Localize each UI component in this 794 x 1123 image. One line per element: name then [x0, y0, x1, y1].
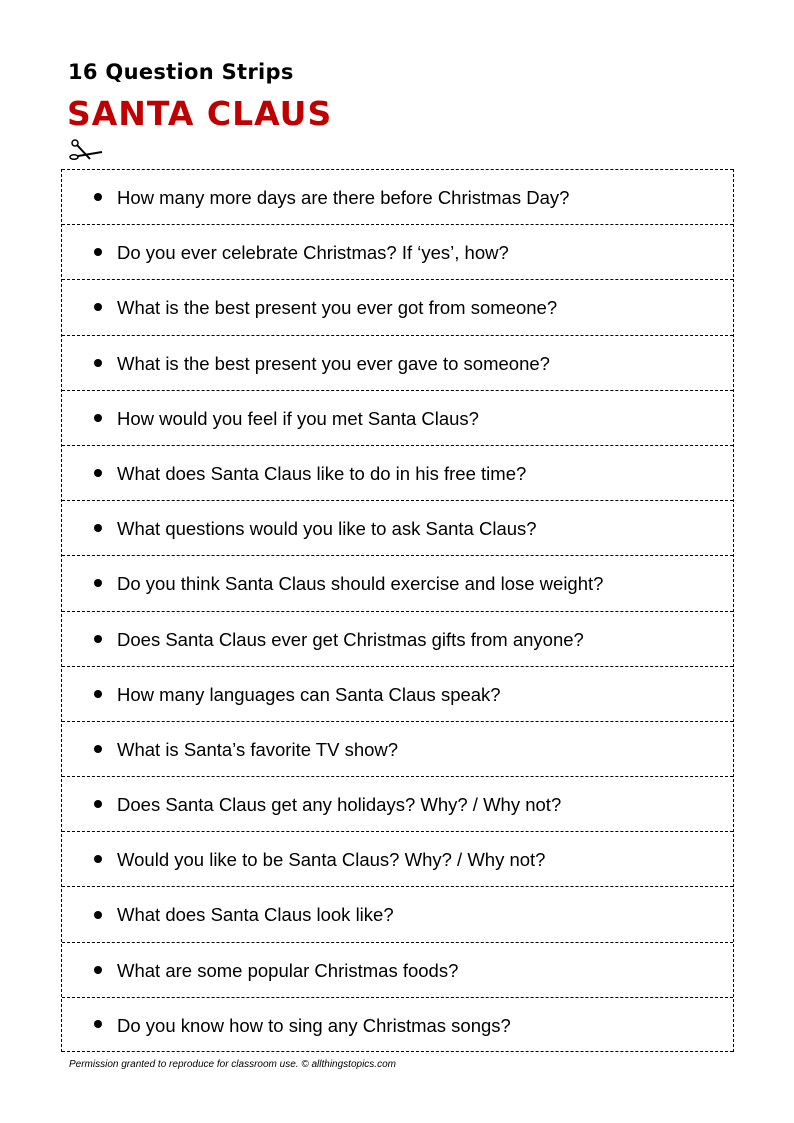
question-text: What does Santa Claus like to do in his free time?: [117, 462, 527, 484]
bullet-icon: [94, 966, 102, 974]
question-text: What is the best present you ever got from someone?: [117, 297, 558, 319]
bullet-icon: [94, 579, 102, 587]
bullet-icon: [94, 414, 102, 422]
question-text: Do you ever celebrate Christmas? If ‘yes’, how?: [117, 242, 509, 264]
question-text: What are some popular Christmas foods?: [117, 959, 459, 981]
question-text: Do you know how to sing any Christmas songs?: [117, 1014, 511, 1036]
bullet-icon: [94, 524, 102, 532]
question-strip: [62, 776, 733, 831]
bullet-icon: [94, 469, 102, 477]
question-strip: [62, 224, 733, 279]
permission-footer: Permission granted to reproduce for classroom use. © allthingstopics.com: [69, 1059, 396, 1070]
question-text: What is Santa’s favorite TV show?: [117, 738, 399, 760]
bullet-icon: [94, 635, 102, 643]
scissors-icon: [68, 139, 104, 163]
page-subtitle: 16 Question Strips: [68, 60, 294, 84]
bullet-icon: [94, 690, 102, 698]
bullet-icon: [94, 855, 102, 863]
question-strip: [62, 445, 733, 500]
question-strip: [62, 555, 733, 610]
question-strip: [62, 721, 733, 776]
question-text: Does Santa Claus ever get Christmas gifts from anyone?: [117, 628, 584, 650]
bullet-icon: [94, 303, 102, 311]
bullet-icon: [94, 193, 102, 201]
page-title: SANTA CLAUS: [67, 94, 333, 133]
bullet-icon: [94, 359, 102, 367]
question-text: What does Santa Claus look like?: [117, 904, 394, 926]
question-strip: [62, 886, 733, 941]
question-strip: [62, 500, 733, 555]
question-text: Does Santa Claus get any holidays? Why? / Why not?: [117, 794, 562, 816]
question-text: Would you like to be Santa Claus? Why? / Why not?: [117, 849, 546, 871]
question-strip: [62, 942, 733, 997]
bullet-icon: [94, 1020, 102, 1028]
question-strip: [62, 666, 733, 721]
bullet-icon: [94, 745, 102, 753]
bullet-icon: [94, 800, 102, 808]
question-strip: [62, 390, 733, 445]
question-text: How many languages can Santa Claus speak?: [117, 683, 501, 705]
bullet-icon: [94, 911, 102, 919]
question-text: Do you think Santa Claus should exercise and lose weight?: [117, 573, 604, 595]
question-text: What is the best present you ever gave to someone?: [117, 352, 550, 374]
question-strip: [62, 279, 733, 334]
bullet-icon: [94, 248, 102, 256]
question-text: How would you feel if you met Santa Claus?: [117, 407, 479, 429]
question-strip: [62, 997, 733, 1052]
question-text: What questions would you like to ask Santa Claus?: [117, 518, 537, 540]
question-strips: [61, 169, 734, 1052]
question-strip: [62, 611, 733, 666]
question-strip: [62, 335, 733, 390]
question-text: How many more days are there before Christmas Day?: [117, 187, 570, 208]
question-strip: [62, 831, 733, 886]
question-strip: [62, 169, 733, 224]
